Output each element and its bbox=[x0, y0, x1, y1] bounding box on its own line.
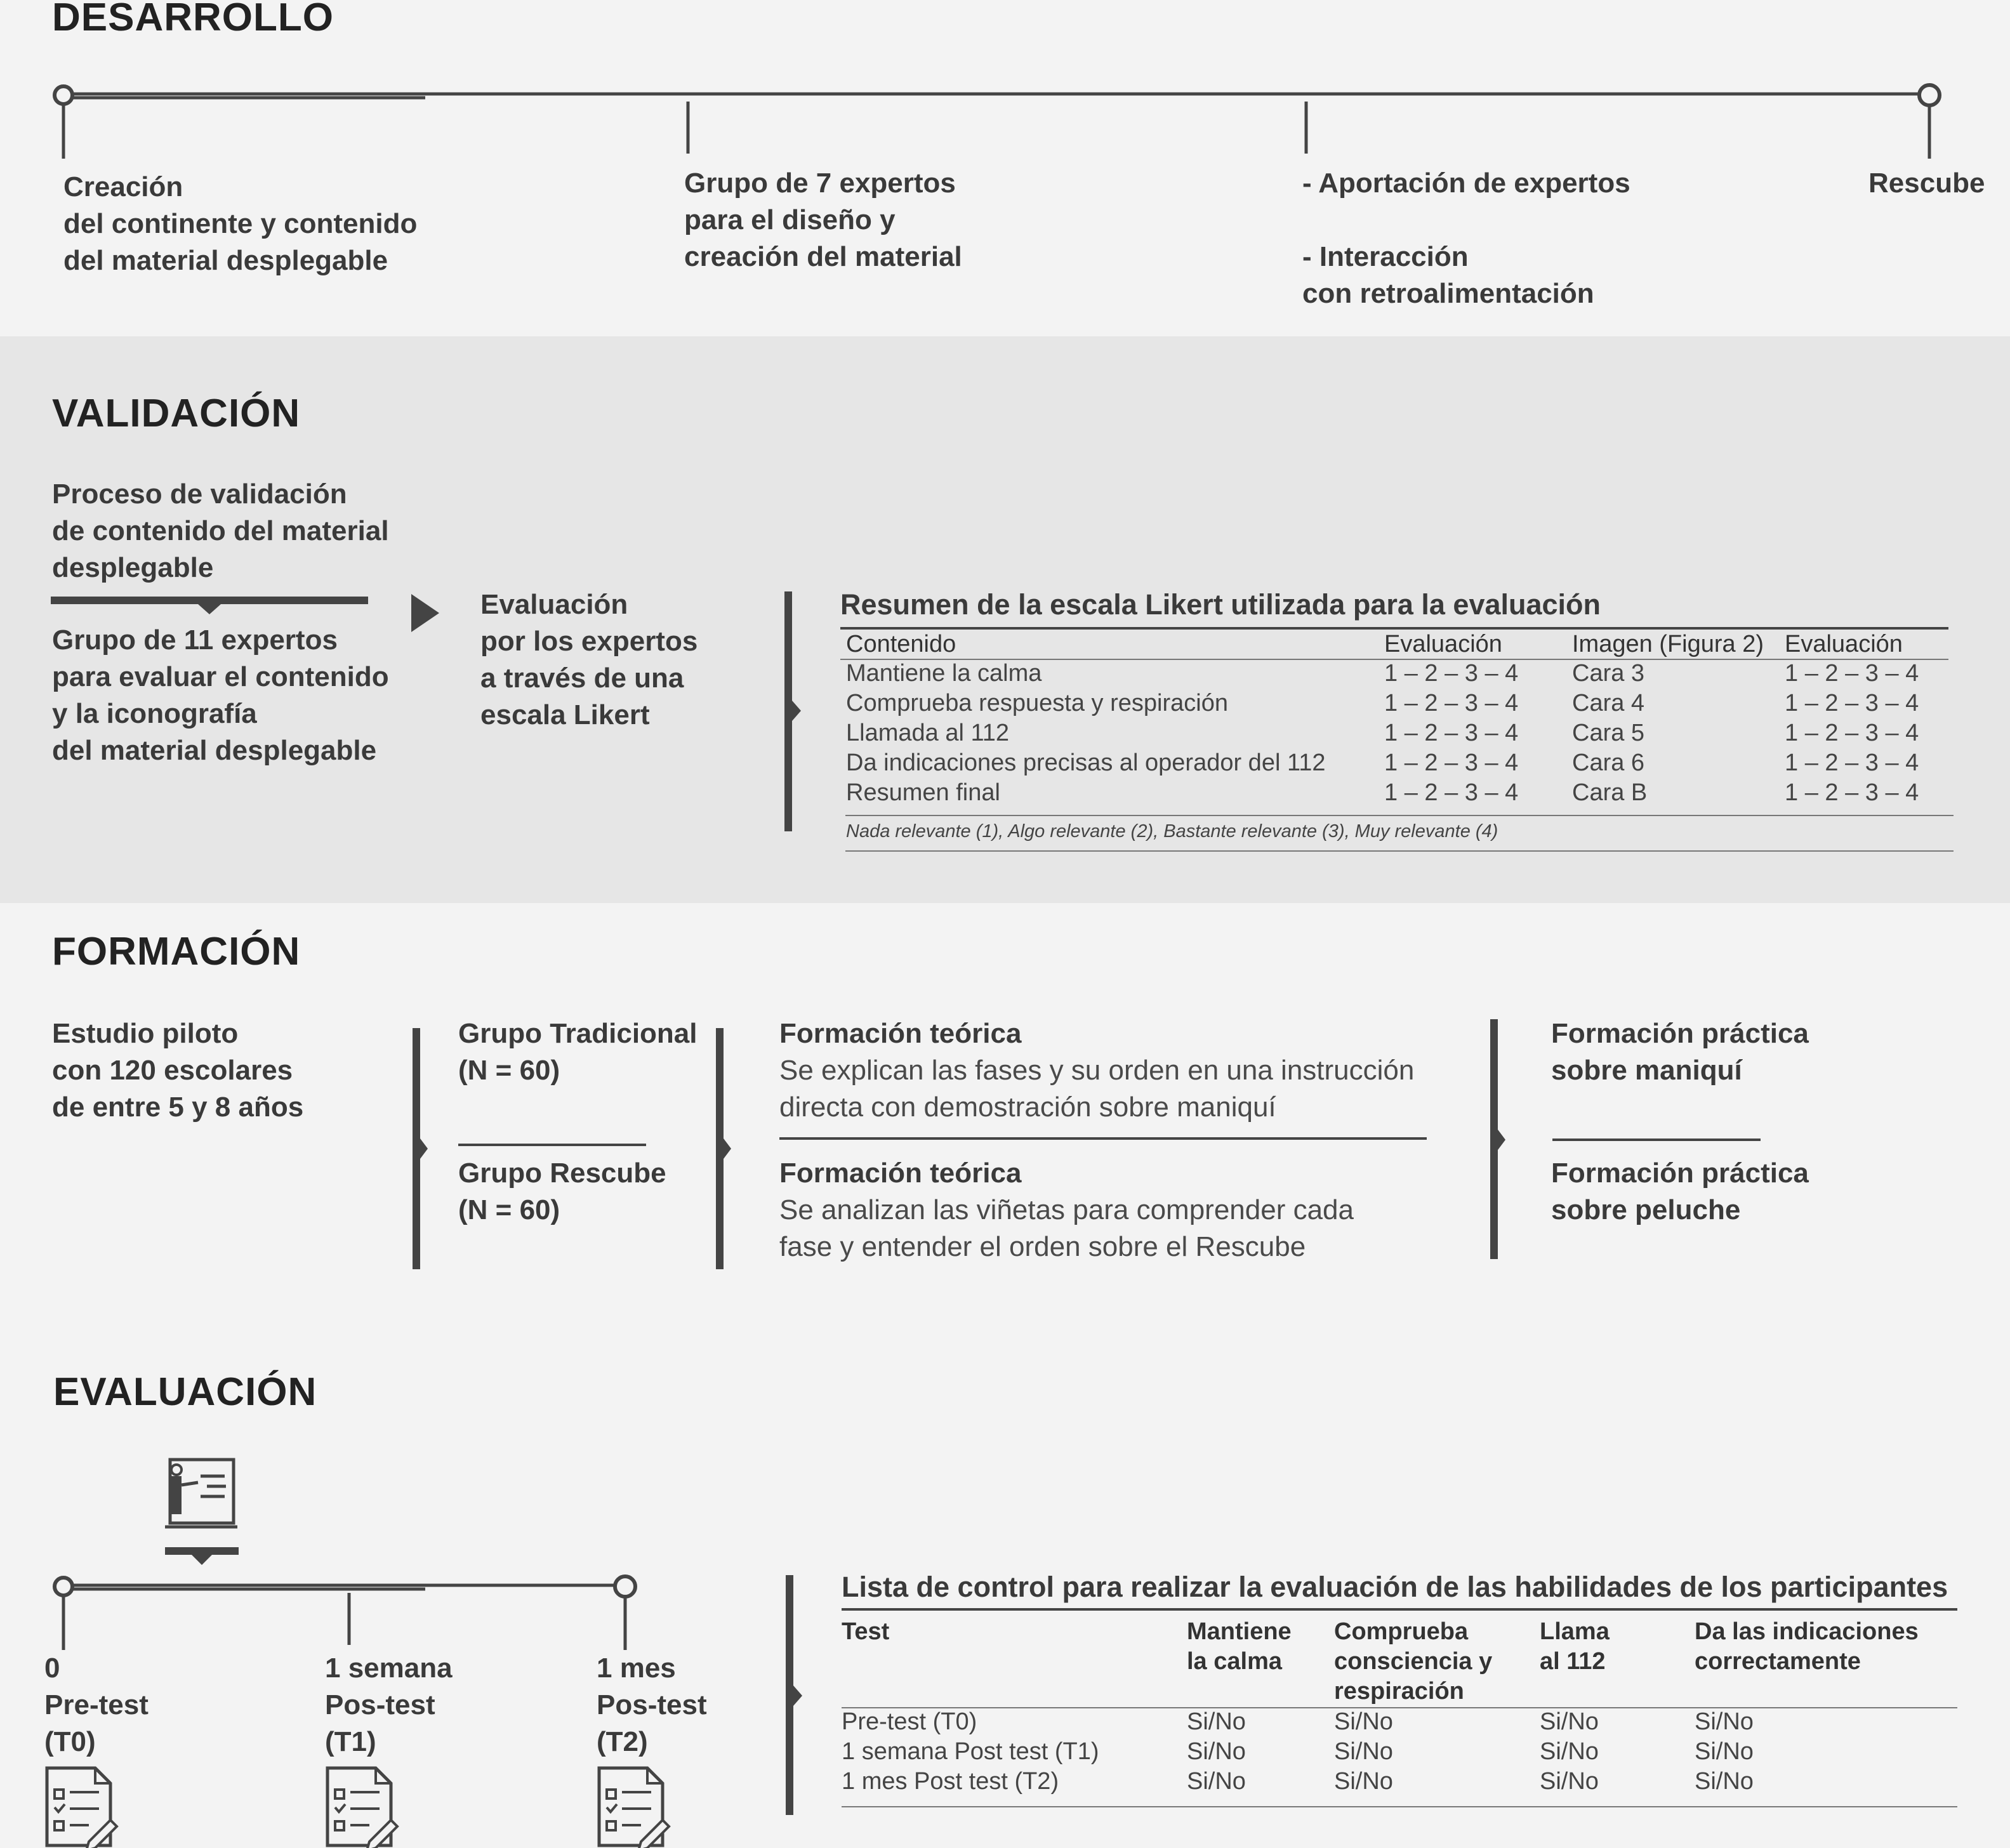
theory-tradicional: Formación teórica Se explican las fases y su orden en una instrucción directa con demostración sobre maniquí bbox=[779, 1018, 1415, 1123]
timepoint-t1: 1 semana Pos-test (T1) bbox=[325, 1653, 453, 1757]
presentation-board-icon bbox=[162, 1457, 245, 1571]
likert-header-rule bbox=[840, 627, 1948, 630]
test-sheet-icon bbox=[597, 1766, 673, 1848]
test-sheet-icon bbox=[44, 1766, 121, 1848]
test-sheet-icon bbox=[325, 1766, 401, 1848]
checklist-header-calma: Mantiene la calma bbox=[1187, 1618, 1292, 1675]
formacion-bracket-1 bbox=[411, 1028, 437, 1269]
checklist-bottom-rule bbox=[842, 1806, 1957, 1807]
practice-rescube: Formación práctica sobre peluche bbox=[1551, 1158, 1809, 1225]
desarrollo-step-3: - Aportación de expertos - Interacción con retroalimentación bbox=[1302, 168, 1630, 309]
evaluacion-title: EVALUACIÓN bbox=[53, 1370, 317, 1414]
desarrollo-step-2: Grupo de 7 expertos para el diseño y creación del material bbox=[684, 168, 962, 272]
timepoint-t2: 1 mes Pos-test (T2) bbox=[597, 1653, 707, 1757]
play-arrow-icon bbox=[410, 593, 448, 637]
likert-table-title: Resumen de la escala Likert utilizada para la evaluación bbox=[840, 588, 1601, 621]
group-tradicional: Grupo Tradicional (N = 60) bbox=[458, 1018, 698, 1086]
checklist-header-112: Llama al 112 bbox=[1540, 1618, 1610, 1675]
checklist-title: Lista de control para realizar la evaluación de las habilidades de los participantes bbox=[842, 1571, 1948, 1603]
likert-bottom-rule bbox=[845, 850, 1954, 852]
formacion-study: Estudio piloto con 120 escolares de entre 5 y 8 años bbox=[52, 1018, 304, 1123]
group-divider bbox=[458, 1144, 646, 1146]
desarrollo-step-1: Creación del continente y contenido del material desplegable bbox=[63, 171, 418, 276]
likert-header-evaluacion: Evaluación bbox=[1384, 631, 1502, 657]
checklist-header-consciencia: Comprueba consciencia y respiración bbox=[1334, 1618, 1493, 1705]
theory-divider bbox=[779, 1137, 1427, 1140]
checklist-header-test: Test bbox=[842, 1618, 890, 1645]
desarrollo-step-4: Rescube bbox=[1868, 168, 1985, 199]
desarrollo-title: DESARROLLO bbox=[52, 0, 334, 39]
likert-header-contenido: Contenido bbox=[846, 631, 956, 657]
formacion-title: FORMACIÓN bbox=[52, 930, 301, 974]
evaluacion-timeline bbox=[0, 1568, 698, 1656]
formacion-bracket-2 bbox=[715, 1028, 740, 1269]
validacion-evaluacion: Evaluación por los expertos a través de una escala Likert bbox=[480, 589, 698, 730]
validacion-group: Grupo de 11 expertos para evaluar el contenido y la iconografía del material desplegable bbox=[52, 624, 389, 766]
group-rescube: Grupo Rescube (N = 60) bbox=[458, 1158, 666, 1225]
checklist-header-rule bbox=[842, 1608, 1957, 1611]
practice-tradicional: Formación práctica sobre maniquí bbox=[1551, 1018, 1809, 1086]
likert-header-imagen: Imagen (Figura 2) bbox=[1572, 631, 1764, 657]
likert-bracket bbox=[782, 591, 807, 833]
validacion-process: Proceso de validación de contenido del material desplegable bbox=[52, 478, 389, 583]
likert-header-evaluacion-2: Evaluación bbox=[1785, 631, 1903, 657]
checklist-subheader-rule bbox=[842, 1707, 1957, 1708]
likert-footnote: Nada relevante (1), Algo relevante (2), Bastante relevante (3), Muy relevante (4) bbox=[846, 821, 1498, 842]
validacion-divider bbox=[51, 594, 381, 619]
checklist-header-indicaciones: Da las indicaciones correctamente bbox=[1695, 1618, 1919, 1675]
theory-rescube: Formación teórica Se analizan las viñetas para comprender cada fase y entender el orden sobre el Rescube bbox=[779, 1158, 1354, 1262]
timepoint-t0: 0 Pre-test (T0) bbox=[44, 1653, 149, 1757]
formacion-bracket-3 bbox=[1489, 1019, 1514, 1260]
validacion-title: VALIDACIÓN bbox=[52, 392, 301, 435]
checklist-bracket bbox=[783, 1575, 809, 1816]
practice-divider bbox=[1552, 1138, 1761, 1141]
likert-footer-rule bbox=[845, 815, 1954, 816]
